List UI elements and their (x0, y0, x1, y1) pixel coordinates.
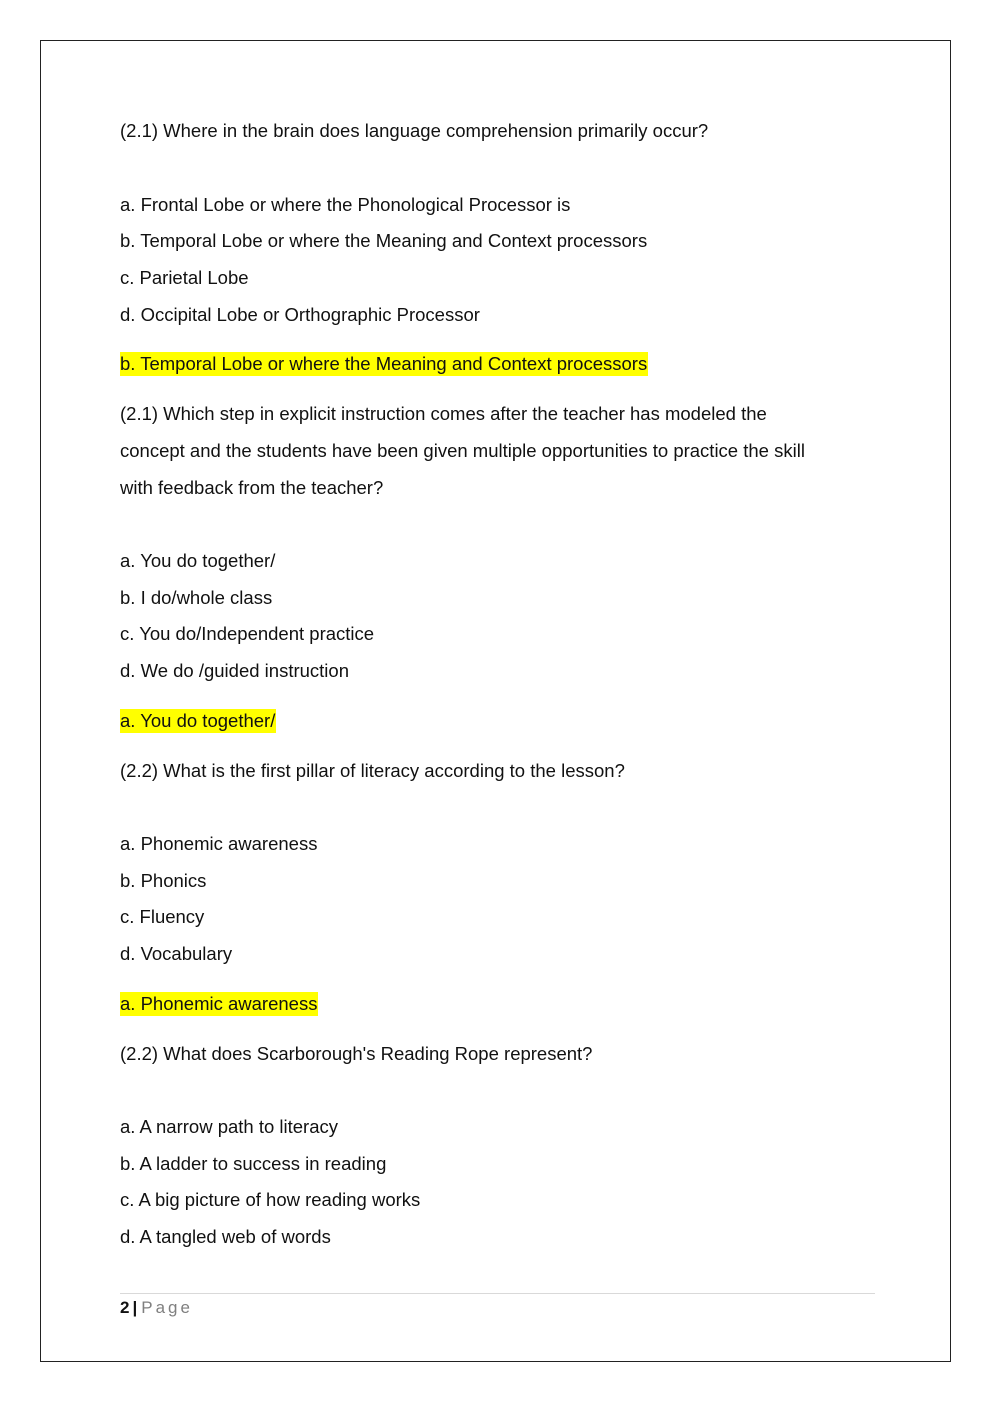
question-3-answer (120, 992, 318, 1016)
question-2-stem-line-3: with feedback from the teacher? (120, 477, 384, 498)
question-3-option-b: b. Phonics (120, 870, 207, 891)
page-number: 2 (120, 1298, 130, 1317)
question-2-stem-line-1: (2.1) Which step in explicit instruction comes after the teacher has modeled the (120, 403, 767, 424)
question-2-option-a: a. You do together/ (120, 550, 276, 571)
question-3-answer-highlight: a. Phonemic awareness (120, 993, 318, 1014)
question-4-option-c: c. A big picture of how reading works (120, 1189, 421, 1210)
question-1-option-d: d. Occipital Lobe or Orthographic Processor (120, 304, 480, 325)
footer-rule (120, 1293, 875, 1294)
question-4-option-b: b. A ladder to success in reading (120, 1153, 387, 1174)
question-1-stem-line-1: (2.1) Where in the brain does language comprehension primarily occur? (120, 120, 709, 141)
question-2-answer (120, 709, 276, 733)
page-label: Page (141, 1298, 193, 1317)
question-1-option-c: c. Parietal Lobe (120, 267, 249, 288)
question-4-option-d: d. A tangled web of words (120, 1226, 331, 1247)
question-2-option-d: d. We do /guided instruction (120, 660, 349, 681)
question-4-option-a: a. A narrow path to literacy (120, 1116, 339, 1137)
question-2-option-c: c. You do/Independent practice (120, 623, 375, 644)
question-1-answer (120, 352, 648, 376)
question-1-option-b: b. Temporal Lobe or where the Meaning and Context processors (120, 230, 648, 251)
question-3-option-a: a. Phonemic awareness (120, 833, 318, 854)
question-3-option-c: c. Fluency (120, 906, 205, 927)
footer-separator: | (132, 1298, 138, 1317)
question-2-answer-highlight: a. You do together/ (120, 710, 276, 731)
question-4-stem-line-1: (2.2) What does Scarborough's Reading Rope represent? (120, 1043, 593, 1064)
page-footer (120, 1297, 193, 1319)
question-3-option-d: d. Vocabulary (120, 943, 233, 964)
question-1-answer-highlight: b. Temporal Lobe or where the Meaning and Context processors (120, 353, 648, 374)
question-3-stem-line-1: (2.2) What is the first pillar of literacy according to the lesson? (120, 760, 625, 781)
question-2-option-b: b. I do/whole class (120, 587, 273, 608)
question-1-option-a: a. Frontal Lobe or where the Phonological Processor is (120, 194, 571, 215)
question-2-stem-line-2: concept and the students have been given multiple opportunities to practice the skill (120, 440, 805, 461)
